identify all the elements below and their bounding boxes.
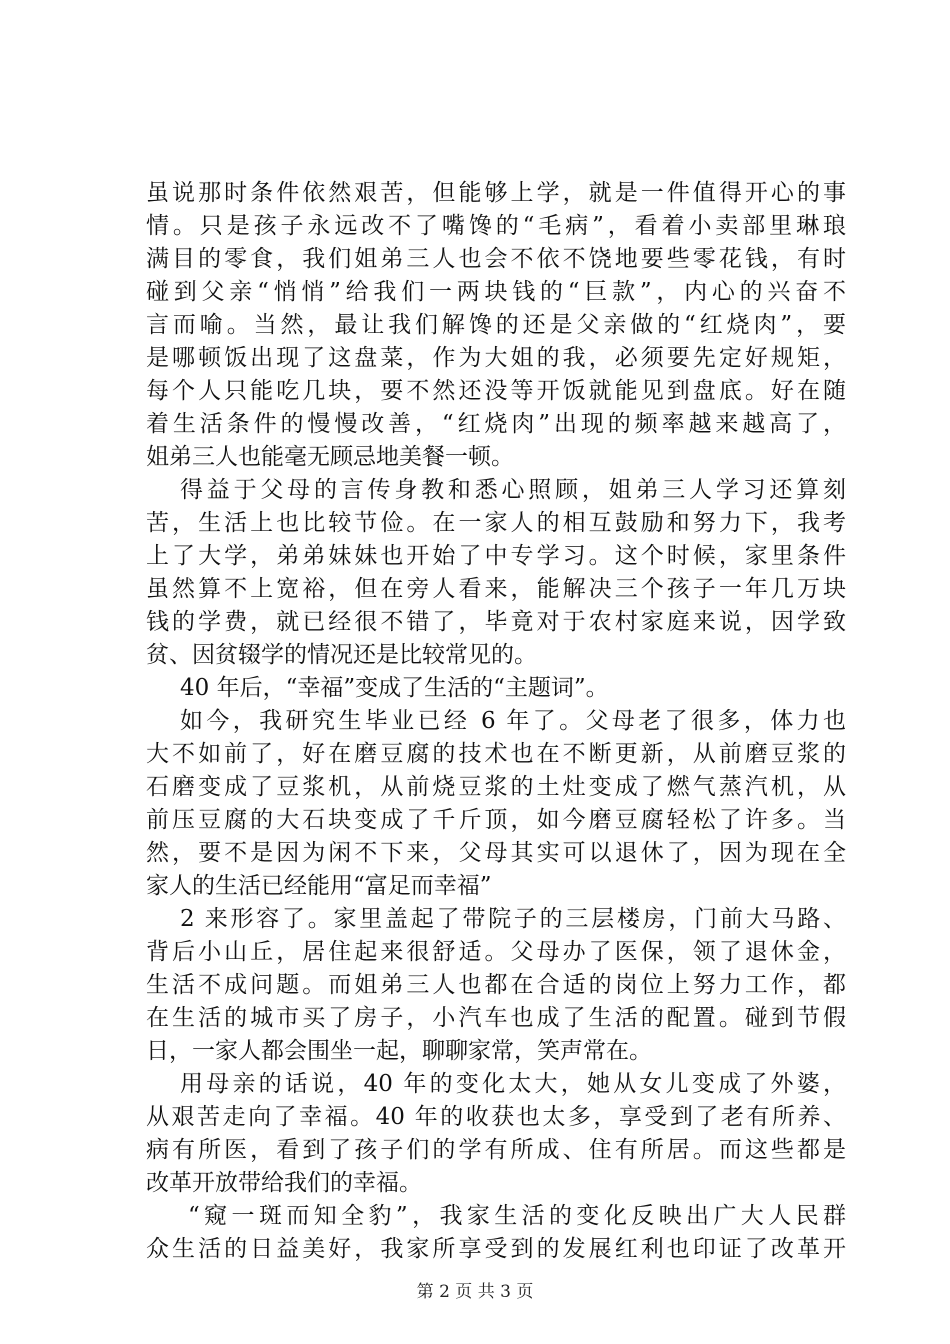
text-line: 苦，生活上也比较节俭。在一家人的相互鼓励和努力下，我考 [146,510,846,536]
text-line: 改革开放带给我们的幸福。 [146,1170,422,1196]
text-line: 姐弟三人也能毫无顾忌地美餐一顿。 [146,444,514,470]
text-line: 虽说那时条件依然艰苦，但能够上学，就是一件值得开心的事 [146,180,846,206]
text-line: 40 年后，“幸福”变成了生活的“主题词”。 [180,675,609,701]
text-line: 虽然算不上宽裕，但在旁人看来，能解决三个孩子一年几万块 [146,576,846,602]
text-line: 用母亲的话说，40 年的变化太大，她从女儿变成了外婆， [180,1071,846,1097]
text-line: 日，一家人都会围坐一起，聊聊家常，笑声常在。 [146,1038,652,1064]
text-line: 满目的零食，我们姐弟三人也会不依不饶地要些零花钱，有时 [146,246,846,272]
text-line: 钱的学费，就已经很不错了，毕竟对于农村家庭来说，因学致 [146,609,846,635]
text-line: 得益于父母的言传身教和悉心照顾，姐弟三人学习还算刻 [180,477,846,503]
text-line: 家人的生活已经能用“富足而幸福” [146,873,492,899]
text-line: 情。只是孩子永远改不了嘴馋的“毛病”，看着小卖部里琳琅 [146,213,846,239]
text-line: 如今，我研究生毕业已经 6 年了。父母老了很多，体力也 [180,708,846,734]
text-line: 石磨变成了豆浆机，从前烧豆浆的土灶变成了燃气蒸汽机，从 [146,774,846,800]
text-line: 在生活的城市买了房子，小汽车也成了生活的配置。碰到节假 [146,1005,846,1031]
text-line: 着生活条件的慢慢改善，“红烧肉”出现的频率越来越高了， [146,411,846,437]
text-line: 上了大学，弟弟妹妹也开始了中专学习。这个时候，家里条件 [146,543,846,569]
text-line: 然，要不是因为闲不下来，父母其实可以退休了，因为现在全 [146,840,846,866]
text-line: 前压豆腐的大石块变成了千斤顶，如今磨豆腐轻松了许多。当 [146,807,846,833]
text-line: “窥一斑而知全豹”，我家生活的变化反映出广大人民群 [188,1203,846,1229]
text-line: 贫、因贫辍学的情况还是比较常见的。 [146,642,537,668]
page-footer: 第 2 页 共 3 页 [416,1282,534,1302]
text-line: 言而喻。当然，最让我们解馋的还是父亲做的“红烧肉”，要 [146,312,846,338]
text-line: 生活不成问题。而姐弟三人也都在合适的岗位上努力工作，都 [146,972,846,998]
text-line: 大不如前了，好在磨豆腐的技术也在不断更新，从前磨豆浆的 [146,741,846,767]
text-line: 碰到父亲“悄悄”给我们一两块钱的“巨款”，内心的兴奋不 [146,279,846,305]
text-line: 是哪顿饭出现了这盘菜，作为大姐的我，必须要先定好规矩， [146,345,846,371]
text-line: 每个人只能吃几块，要不然还没等开饭就能见到盘底。好在随 [146,378,846,404]
text-line: 从艰苦走向了幸福。40 年的收获也太多，享受到了老有所养、 [146,1104,846,1130]
text-line: 2 来形容了。家里盖起了带院子的三层楼房，门前大马路、 [180,906,846,932]
text-line: 背后小山丘，居住起来很舒适。父母办了医保，领了退休金， [146,939,846,965]
text-line: 众生活的日益美好，我家所享受到的发展红利也印证了改革开 [146,1236,846,1262]
text-line: 病有所医，看到了孩子们的学有所成、住有所居。而这些都是 [146,1137,846,1163]
